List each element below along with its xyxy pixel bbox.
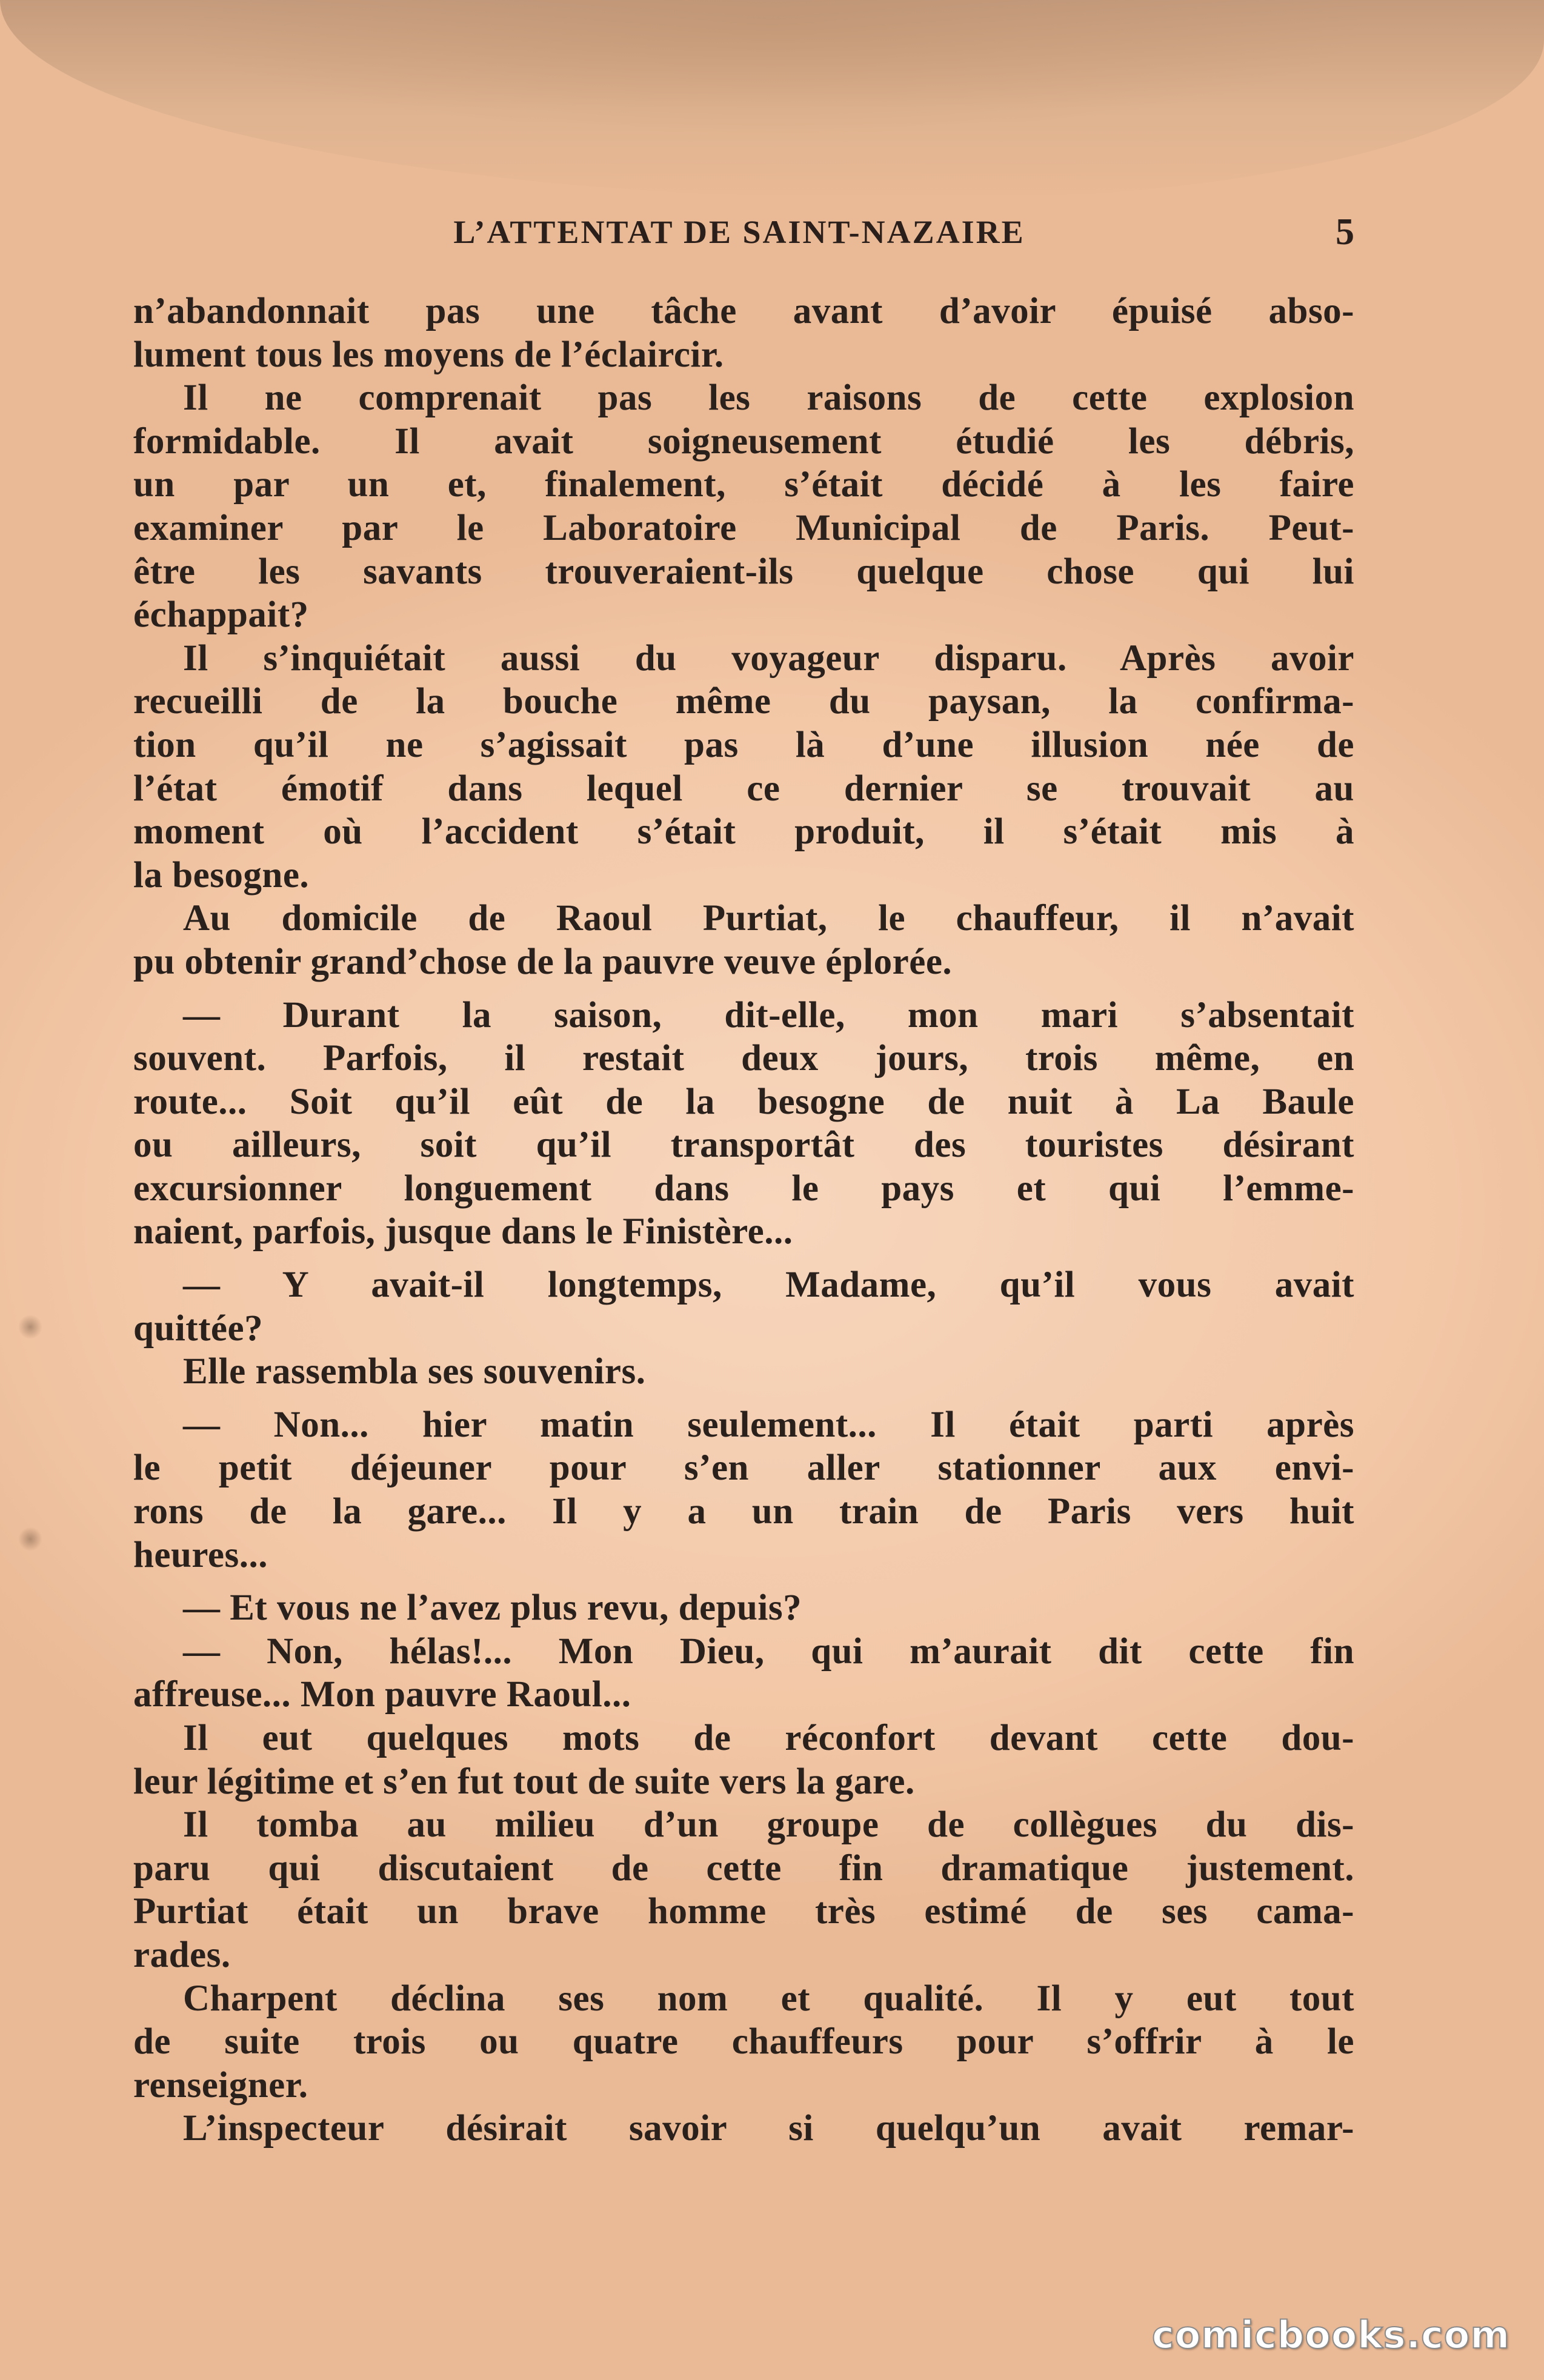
page-header — [133, 213, 1354, 262]
text-line: le petit déjeuner pour s’en aller stationner aux envi- — [133, 1448, 1354, 1489]
text-line: n’abandonnait pas une tâche avant d’avoir épuisé abso- — [133, 291, 1354, 331]
text-line: un par un et, finalement, s’était décidé à les faire — [133, 464, 1354, 505]
text-line: — Durant la saison, dit-elle, mon mari s’absentait — [183, 994, 1354, 1035]
text-line: recueilli de la bouche même du paysan, la confirma- — [133, 681, 1354, 722]
text-line: Il s’inquiétait aussi du voyageur disparu. Après avoir — [183, 637, 1354, 679]
text-line: renseigner. — [133, 2064, 308, 2106]
water-stain — [0, 0, 1544, 200]
text-line: souvent. Parfois, il restait deux jours, trois même, en — [133, 1038, 1354, 1079]
text-line: heures... — [133, 1534, 268, 1575]
page-number: 5 — [1336, 211, 1354, 253]
text-line: pu obtenir grand’chose de la pauvre veuve éplorée. — [133, 941, 953, 982]
watermark: comicbooks.com — [1151, 2313, 1510, 2357]
text-line: rons de la gare... Il y a un train de Paris vers huit — [133, 1491, 1354, 1532]
text-line: naient, parfois, jusque dans le Finistère... — [133, 1211, 793, 1252]
text-line: — Y avait-il longtemps, Madame, qu’il vous avait — [183, 1265, 1354, 1306]
text-line: Elle rassembla ses souvenirs. — [183, 1351, 646, 1392]
text-line: — Non, hélas!... Mon Dieu, qui m’aurait dit cette fin — [183, 1630, 1354, 1672]
text-line: Il ne comprenait pas les raisons de cette explosion — [183, 377, 1354, 419]
text-line: l’état émotif dans lequel ce dernier se trouvait au — [133, 768, 1354, 809]
body-text — [133, 290, 1354, 2150]
text-line: Purtiat était un brave homme très estimé de ses cama- — [133, 1891, 1354, 1932]
text-line: paru qui discutaient de cette fin dramatique justement. — [133, 1847, 1354, 1889]
text-line: affreuse... Mon pauvre Raoul... — [133, 1674, 631, 1715]
text-line: — Et vous ne l’avez plus revu, depuis? — [183, 1587, 802, 1629]
text-line: la besogne. — [133, 854, 310, 896]
text-line: ou ailleurs, soit qu’il transportât des touristes désirant — [133, 1125, 1354, 1166]
text-line: échappait? — [133, 594, 309, 636]
text-line: Il tomba au milieu d’un groupe de collègues du dis- — [183, 1804, 1354, 1846]
text-line: lument tous les moyens de l’éclaircir. — [133, 334, 724, 375]
text-line: quittée? — [133, 1308, 264, 1349]
text-line: examiner par le Laboratoire Municipal de Paris. Peut- — [133, 507, 1354, 548]
text-line: excursionner longuement dans le pays et qui l’emme- — [133, 1168, 1354, 1209]
text-line: formidable. Il avait soigneusement étudié les débris, — [133, 420, 1354, 462]
text-line: Au domicile de Raoul Purtiat, le chauffeur, il n’avait — [183, 898, 1354, 939]
text-line: moment où l’accident s’était produit, il s’était mis à — [133, 811, 1354, 853]
running-title: L’ATTENTAT DE SAINT-NAZAIRE — [453, 214, 1025, 250]
text-line: route... Soit qu’il eût de la besogne de nuit à La Baule — [133, 1081, 1354, 1122]
text-line: être les savants trouveraient-ils quelque chose qui lui — [133, 551, 1354, 592]
text-line: rades. — [133, 1934, 231, 1975]
text-line: leur légitime et s’en fut tout de suite vers la gare. — [133, 1761, 915, 1802]
text-line: — Non... hier matin seulement... Il était parti après — [183, 1404, 1354, 1445]
text-line: L’inspecteur désirait savoir si quelqu’un avait remar- — [183, 2108, 1354, 2149]
text-line: Il eut quelques mots de réconfort devant cette dou- — [183, 1718, 1354, 1758]
page-mark — [18, 1315, 42, 1339]
text-line: de suite trois ou quatre chauffeurs pour s’offrir à le — [133, 2021, 1354, 2063]
page-mark — [18, 1527, 42, 1551]
text-line: tion qu’il ne s’agissait pas là d’une illusion née de — [133, 724, 1354, 765]
text-line: Charpent déclina ses nom et qualité. Il y eut tout — [183, 1978, 1354, 2019]
